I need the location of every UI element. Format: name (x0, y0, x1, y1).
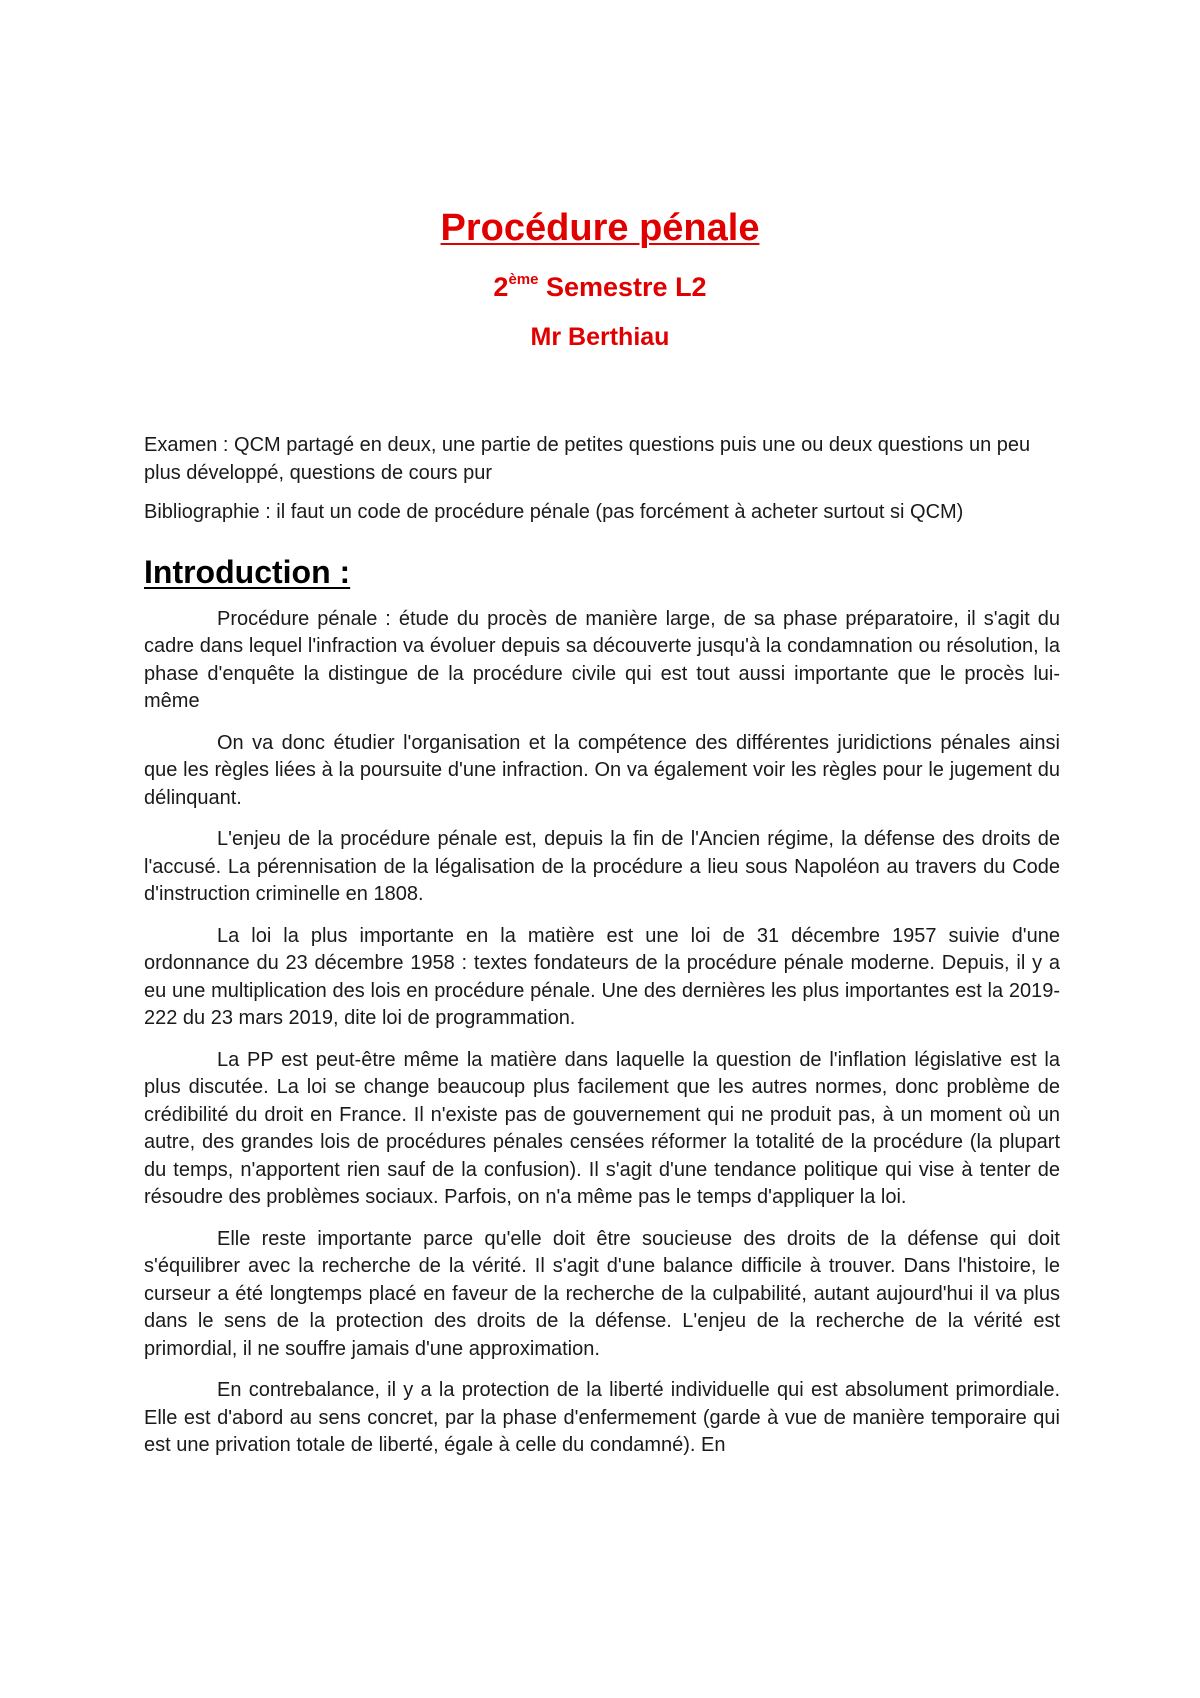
semester-subtitle (0, 272, 1200, 303)
bibliography-info: Bibliographie : il faut un code de procédure pénale (pas forcément à acheter surtout si QCM) (144, 501, 964, 523)
intro-paragraph: En contrebalance, il y a la protection de la liberté individuelle qui est absolument primordiale. Elle est d'abord au sens concret, par la phase d'enfermement (garde à vue de manière temporaire qui est une privation totale de liberté, égale à celle du condamné). En (144, 1379, 1060, 1457)
exam-info: Examen : QCM partagé en deux, une partie de petites questions puis une ou deux questions un peu plus développé, questions de cours pur (144, 434, 1031, 484)
document-body (144, 432, 1060, 1474)
semester-superscript: ème (508, 270, 539, 288)
page-title: Procédure pénale (440, 207, 760, 249)
intro-paragraph: La PP est peut-être même la matière dans laquelle la question de l'inflation législative est la plus discutée. La loi se change beaucoup plus facilement que les autres normes, donc problème de crédibilité du droit en France. Il n'existe pas de gouvernement qui ne produit pas, à un moment où un autre, des grandes lois de procédures pénales censées réformer la totalité de la procédure (la plupart du temps, n'apportent rien sauf de la confusion). Il s'agit d'une tendance politique qui vise à tenter de résoudre des problèmes sociaux. Parfois, on n'a même pas le temps d'appliquer la loi. (144, 1048, 1060, 1209)
semester-number: 2 (493, 271, 509, 302)
intro-paragraph: La loi la plus importante en la matière est une loi de 31 décembre 1957 suivie d'une ordonnance du 23 décembre 1958 : textes fondateurs de la procédure pénale moderne. Depuis, il y a eu une multiplication des lois en procédure pénale. Une des dernières les plus importantes est la 2019-222 du 23 mars 2019, dite loi de programmation. (144, 924, 1060, 1030)
author-name: Mr Berthiau (530, 323, 670, 352)
section-heading-introduction: Introduction : (144, 553, 351, 590)
intro-paragraph: On va donc étudier l'organisation et la compétence des différentes juridictions pénales ainsi que les règles liées à la poursuite d'une infraction. On va également voir les règles pour le jugement du délinquant. (144, 731, 1060, 809)
semester-label: Semestre L2 (538, 271, 707, 302)
intro-paragraph: Procédure pénale : étude du procès de manière large, de sa phase préparatoire, il s'agit du cadre dans lequel l'infraction va évoluer depuis sa découverte jusqu'à la condamnation ou résolution, la phase d'enquête la distingue de la procédure civile qui est tout aussi importante que le procès lui-même (144, 607, 1060, 713)
intro-paragraph: L'enjeu de la procédure pénale est, depuis la fin de l'Ancien régime, la défense des droits de l'accusé. La pérennisation de la légalisation de la procédure a lieu sous Napoléon au travers du Code d'instruction criminelle en 1808. (144, 828, 1060, 906)
document-header (0, 208, 1200, 352)
intro-paragraph: Elle reste importante parce qu'elle doit être soucieuse des droits de la défense qui doit s'équilibrer avec la recherche de la vérité. Il s'agit d'une balance difficile à trouver. Dans l'histoire, le curseur a été longtemps placé en faveur de la recherche de la culpabilité, autant aujourd'hui il va plus dans le sens de la protection des droits de la défense. L'enjeu de la recherche de la vérité est primordial, il ne souffre jamais d'une approximation. (144, 1227, 1060, 1360)
